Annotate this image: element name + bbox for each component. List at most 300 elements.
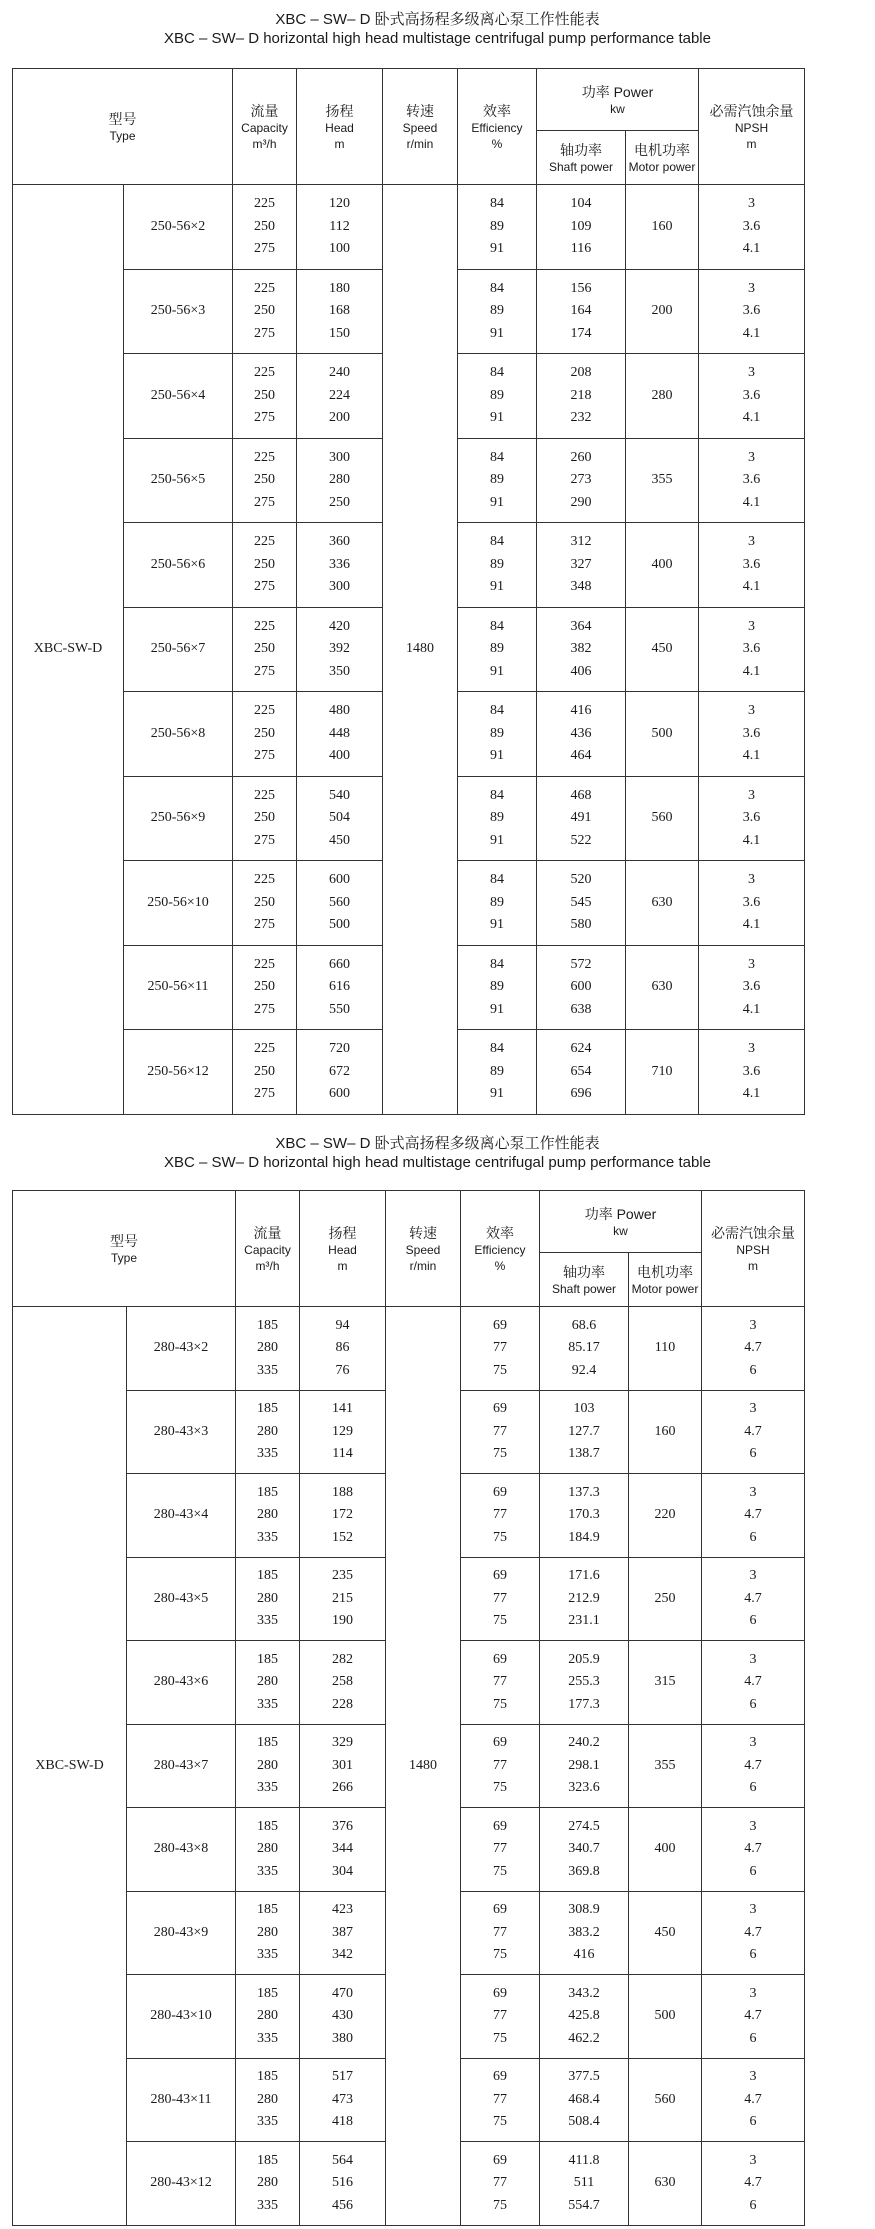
motor-power-cell: 450 — [626, 607, 699, 692]
head-cell — [300, 1474, 386, 1558]
npsh-cell-value: 4.7 — [744, 1507, 762, 1522]
header-npsh-sub: NPSH — [736, 1242, 770, 1257]
efficiency-cell-value: 75 — [493, 1613, 507, 1628]
head-cell-value: 380 — [332, 2030, 353, 2046]
capacity-cell-value: 250 — [254, 303, 275, 318]
capacity-cell-value: 280 — [257, 1924, 278, 1940]
npsh-cell-value: 3.6 — [742, 387, 761, 403]
npsh-cell — [702, 2058, 805, 2142]
head-cell-value: 600 — [329, 1086, 350, 1101]
header-npsh-label: 必需汽蚀余量 — [709, 102, 794, 119]
npsh-cell-value: 3 — [749, 1484, 757, 1500]
shaft-power-cell — [537, 945, 626, 1030]
shaft-power-cell-value: 109 — [570, 218, 592, 234]
shaft-power-cell-value: 164 — [570, 303, 592, 318]
npsh-cell-value: 3.6 — [742, 979, 761, 994]
efficiency-cell-value: 91 — [490, 1086, 504, 1101]
capacity-cell-value: 275 — [254, 748, 275, 763]
head-cell — [300, 1975, 386, 2059]
efficiency-cell-value: 75 — [493, 2197, 507, 2213]
npsh-cell-value: 3 — [749, 1568, 757, 1583]
header-head-sub: Head — [325, 120, 354, 135]
npsh-cell-value: 4.7 — [744, 2175, 762, 2190]
motor-power-cell: 500 — [626, 692, 699, 777]
capacity-cell — [236, 1975, 300, 2059]
efficiency-cell-value: 69 — [493, 2152, 507, 2168]
shaft-power-cell — [540, 1307, 629, 1391]
model-cell: 250-56×10 — [124, 861, 233, 946]
shaft-power-cell-value: 377.5 — [568, 2069, 600, 2084]
head-cell-value: 150 — [329, 325, 350, 341]
npsh-cell — [699, 354, 805, 439]
header-power-label: 功率 Power — [584, 1205, 657, 1222]
npsh-cell-value: 3.6 — [742, 472, 761, 487]
head-cell-value: 448 — [329, 725, 350, 741]
shaft-power-cell-value: 232 — [570, 410, 592, 425]
head-cell-value: 560 — [329, 894, 350, 910]
npsh-cell — [702, 1808, 805, 1892]
motor-power-cell: 160 — [626, 185, 699, 270]
efficiency-cell-value: 91 — [490, 410, 504, 425]
capacity-cell-value: 280 — [257, 2091, 278, 2107]
performance-table-2 — [12, 1190, 805, 2226]
head-cell-value: 258 — [332, 1674, 353, 1689]
npsh-cell-value: 4.1 — [742, 410, 761, 425]
head-cell-value: 152 — [332, 1529, 353, 1545]
npsh-cell-value: 4.7 — [744, 1340, 762, 1355]
header-speed — [383, 69, 458, 185]
efficiency-cell-value: 69 — [493, 1735, 507, 1750]
npsh-cell-value: 3.6 — [742, 1063, 761, 1079]
efficiency-cell-value: 75 — [493, 1362, 507, 1378]
model-cell: 280-43×12 — [127, 2142, 236, 2226]
capacity-cell-value: 250 — [254, 387, 275, 403]
capacity-cell-value: 225 — [254, 872, 275, 887]
model-cell: 250-56×8 — [124, 692, 233, 777]
efficiency-cell-value: 91 — [490, 579, 504, 594]
head-cell-value: 500 — [329, 917, 350, 932]
table-title-cn: XBC – SW– D 卧式高扬程多级离心泵工作性能表 — [275, 11, 600, 28]
efficiency-cell-value: 89 — [490, 810, 504, 825]
efficiency-cell-value: 89 — [490, 641, 504, 656]
capacity-cell-value: 280 — [257, 2175, 278, 2190]
shaft-power-cell-value: 240.2 — [568, 1735, 600, 1750]
capacity-cell-value: 335 — [257, 1529, 278, 1545]
header-efficiency — [461, 1191, 540, 1307]
efficiency-cell-value: 84 — [490, 618, 504, 634]
capacity-cell-value: 225 — [254, 956, 275, 972]
npsh-cell — [702, 1724, 805, 1808]
capacity-cell-value: 280 — [257, 1507, 278, 1522]
model-cell: 280-43×2 — [127, 1307, 236, 1391]
model-cell: 280-43×4 — [127, 1474, 236, 1558]
npsh-cell-value: 6 — [749, 1780, 757, 1795]
npsh-cell-value: 4.7 — [744, 2091, 762, 2107]
motor-power-cell: 560 — [626, 776, 699, 861]
efficiency-cell-value: 89 — [490, 556, 504, 572]
efficiency-cell-value: 77 — [493, 1507, 507, 1522]
shaft-power-cell — [540, 1641, 629, 1725]
npsh-cell-value: 6 — [749, 2114, 757, 2129]
capacity-cell — [233, 1030, 297, 1115]
efficiency-cell-value: 77 — [493, 1423, 507, 1439]
table-row — [13, 1307, 805, 1391]
header-capacity-sub: Capacity — [241, 120, 288, 135]
header-npsh-sub: m — [746, 136, 757, 151]
head-cell-value: 112 — [329, 218, 350, 234]
head-cell-value: 250 — [329, 494, 350, 510]
header-row — [13, 69, 805, 131]
capacity-cell — [236, 2142, 300, 2226]
capacity-cell-value: 250 — [254, 894, 275, 910]
efficiency-cell-value: 84 — [490, 956, 504, 972]
efficiency-cell — [461, 1474, 540, 1558]
efficiency-cell-value: 77 — [493, 1340, 507, 1355]
capacity-cell — [233, 945, 297, 1030]
header-efficiency-sub: Efficiency — [471, 120, 523, 135]
table-title-cn: XBC – SW– D 卧式高扬程多级离心泵工作性能表 — [275, 1135, 600, 1152]
capacity-cell-value: 280 — [257, 1590, 278, 1606]
npsh-cell-value: 3 — [749, 2069, 757, 2084]
header-shaft-power — [540, 1253, 629, 1307]
shaft-power-cell-value: 554.7 — [568, 2197, 600, 2213]
motor-power-cell: 250 — [629, 1557, 702, 1641]
efficiency-cell-value: 84 — [490, 196, 504, 211]
shaft-power-cell — [540, 2142, 629, 2226]
head-cell-value: 387 — [332, 1924, 353, 1940]
model-cell: 250-56×12 — [124, 1030, 233, 1115]
npsh-cell — [702, 2142, 805, 2226]
capacity-cell-value: 185 — [257, 1818, 278, 1834]
efficiency-cell-value: 91 — [490, 917, 504, 932]
efficiency-cell — [461, 1891, 540, 1975]
performance-table-1 — [12, 68, 805, 1115]
model-cell: 280-43×11 — [127, 2058, 236, 2142]
header-capacity — [236, 1191, 300, 1307]
efficiency-cell-value: 77 — [493, 1924, 507, 1940]
header-npsh-label: 必需汽蚀余量 — [711, 1224, 795, 1241]
head-cell-value: 616 — [329, 979, 350, 994]
header-speed-sub: r/min — [409, 1258, 437, 1273]
series-cell: XBC-SW-D — [13, 185, 124, 1115]
head-cell-value: 228 — [332, 1696, 353, 1712]
capacity-cell-value: 280 — [257, 1841, 278, 1856]
model-cell: 250-56×7 — [124, 607, 233, 692]
head-cell-value: 423 — [332, 1902, 353, 1917]
shaft-power-cell-value: 436 — [570, 725, 592, 741]
head-cell-value: 94 — [335, 1317, 350, 1333]
head-cell-value: 86 — [335, 1340, 350, 1355]
efficiency-cell-value: 84 — [490, 449, 504, 465]
motor-power-cell: 450 — [629, 1891, 702, 1975]
head-cell — [300, 1307, 386, 1391]
model-cell: 280-43×6 — [127, 1641, 236, 1725]
npsh-cell-value: 4.1 — [742, 1086, 761, 1101]
efficiency-cell-value: 75 — [493, 1696, 507, 1712]
efficiency-cell-value: 69 — [493, 2069, 507, 2084]
shaft-power-cell-value: 260 — [570, 449, 592, 465]
head-cell — [300, 1724, 386, 1808]
npsh-cell-value: 6 — [749, 1696, 757, 1712]
head-cell-value: 450 — [329, 832, 350, 848]
speed-cell: 1480 — [383, 185, 458, 1115]
model-cell: 280-43×3 — [127, 1390, 236, 1474]
efficiency-cell-value: 91 — [490, 494, 504, 510]
head-cell-value: 504 — [329, 810, 350, 825]
shaft-power-cell-value: 171.6 — [568, 1568, 600, 1583]
header-type — [13, 69, 233, 185]
shaft-power-cell-value: 177.3 — [568, 1696, 600, 1712]
efficiency-cell — [458, 185, 537, 270]
header-type-sub: Type — [110, 1250, 137, 1265]
npsh-cell-value: 3 — [748, 956, 755, 972]
npsh-cell-value: 6 — [749, 1362, 757, 1378]
head-cell — [297, 607, 383, 692]
efficiency-cell — [461, 2142, 540, 2226]
npsh-cell-value: 4.7 — [744, 1590, 762, 1606]
shaft-power-cell — [540, 1975, 629, 2059]
capacity-cell-value: 185 — [257, 2069, 278, 2084]
head-cell — [297, 1030, 383, 1115]
npsh-cell — [699, 945, 805, 1030]
efficiency-cell — [458, 523, 537, 608]
capacity-cell-value: 185 — [257, 1568, 278, 1583]
capacity-cell-value: 185 — [257, 1985, 278, 2001]
shaft-power-cell-value: 464 — [570, 748, 592, 763]
npsh-cell-value: 3.6 — [742, 725, 761, 741]
header-speed — [386, 1191, 461, 1307]
shaft-power-cell-value: 654 — [570, 1063, 592, 1079]
shaft-power-cell-value: 520 — [570, 872, 592, 887]
motor-power-cell: 315 — [629, 1641, 702, 1725]
head-cell-value: 200 — [329, 410, 350, 425]
efficiency-cell — [461, 2058, 540, 2142]
header-speed-label: 转速 — [409, 1224, 437, 1241]
model-cell: 280-43×10 — [127, 1975, 236, 2059]
shaft-power-cell-value: 364 — [570, 618, 592, 634]
shaft-power-cell-value: 184.9 — [568, 1529, 600, 1545]
efficiency-cell — [458, 861, 537, 946]
performance-section-2 — [0, 1134, 875, 1172]
model-cell: 280-43×5 — [127, 1557, 236, 1641]
capacity-cell — [236, 1891, 300, 1975]
head-cell-value: 235 — [332, 1568, 353, 1583]
shaft-power-cell — [540, 1390, 629, 1474]
head-cell — [300, 1557, 386, 1641]
npsh-cell — [699, 1030, 805, 1115]
header-row — [13, 1191, 805, 1253]
header-head-sub: m — [334, 136, 345, 151]
motor-power-cell: 280 — [626, 354, 699, 439]
capacity-cell — [236, 1557, 300, 1641]
shaft-power-cell-value: 138.7 — [568, 1446, 600, 1461]
table-row — [13, 185, 805, 270]
efficiency-cell-value: 77 — [493, 2091, 507, 2107]
shaft-power-cell — [540, 1891, 629, 1975]
npsh-cell-value: 6 — [749, 1863, 757, 1879]
header-shaft-power-sub: Shaft power — [548, 159, 614, 174]
efficiency-cell-value: 91 — [490, 325, 504, 341]
efficiency-cell-value: 89 — [490, 472, 504, 487]
capacity-cell — [233, 607, 297, 692]
npsh-cell-value: 4.1 — [742, 663, 761, 679]
header-npsh-sub: m — [748, 1258, 758, 1273]
capacity-cell — [236, 1474, 300, 1558]
header-motor-power-sub: Motor power — [628, 159, 696, 174]
capacity-cell-value: 275 — [254, 579, 275, 594]
motor-power-cell: 355 — [626, 438, 699, 523]
npsh-cell-value: 4.7 — [744, 1757, 762, 1773]
efficiency-cell-value: 89 — [490, 1063, 504, 1079]
shaft-power-cell-value: 127.7 — [568, 1423, 600, 1439]
head-cell — [297, 692, 383, 777]
npsh-cell — [699, 269, 805, 354]
model-cell: 250-56×9 — [124, 776, 233, 861]
capacity-cell-value: 225 — [254, 534, 275, 549]
capacity-cell-value: 225 — [254, 618, 275, 634]
head-cell-value: 188 — [332, 1484, 353, 1500]
npsh-cell-value: 3 — [748, 449, 755, 465]
head-cell-value: 430 — [332, 2008, 353, 2023]
npsh-cell-value: 3 — [749, 1902, 757, 1917]
header-shaft-power-sub: Shaft power — [551, 1281, 617, 1296]
capacity-cell-value: 250 — [254, 810, 275, 825]
efficiency-cell-value: 69 — [493, 1902, 507, 1917]
shaft-power-cell-value: 218 — [570, 387, 592, 403]
head-cell-value: 190 — [332, 1613, 353, 1628]
npsh-cell-value: 3 — [749, 1651, 757, 1667]
npsh-cell-value: 4.1 — [742, 748, 761, 763]
capacity-cell-value: 250 — [254, 218, 275, 234]
shaft-power-cell — [537, 523, 626, 608]
head-cell-value: 300 — [329, 449, 350, 465]
head-cell-value: 172 — [332, 1507, 353, 1522]
efficiency-cell-value: 77 — [493, 1841, 507, 1856]
efficiency-cell-value: 91 — [490, 748, 504, 763]
capacity-cell — [236, 1390, 300, 1474]
npsh-cell-value: 6 — [749, 2030, 757, 2046]
npsh-cell-value: 4.7 — [744, 1674, 762, 1689]
head-cell — [297, 438, 383, 523]
shaft-power-cell-value: 511 — [573, 2175, 595, 2190]
efficiency-cell — [458, 692, 537, 777]
header-efficiency-sub: Efficiency — [474, 1242, 526, 1257]
npsh-cell-value: 4.1 — [742, 241, 761, 256]
head-cell-value: 304 — [332, 1863, 353, 1879]
header-motor-power-sub: Motor power — [631, 1281, 699, 1296]
head-cell-value: 564 — [332, 2152, 353, 2168]
efficiency-cell-value: 84 — [490, 787, 504, 803]
npsh-cell-value: 4.1 — [742, 1001, 761, 1017]
efficiency-cell-value: 89 — [490, 303, 504, 318]
motor-power-cell: 710 — [626, 1030, 699, 1115]
head-cell — [297, 776, 383, 861]
capacity-cell — [236, 1808, 300, 1892]
efficiency-cell-value: 84 — [490, 534, 504, 549]
model-cell: 250-56×2 — [124, 185, 233, 270]
header-shaft-power-label: 轴功率 — [560, 141, 602, 158]
efficiency-cell-value: 69 — [493, 1317, 507, 1333]
model-cell: 280-43×8 — [127, 1808, 236, 1892]
efficiency-cell-value: 89 — [490, 725, 504, 741]
header-head — [297, 69, 383, 185]
header-power — [537, 69, 699, 131]
capacity-cell-value: 225 — [254, 787, 275, 803]
motor-power-cell: 355 — [629, 1724, 702, 1808]
shaft-power-cell-value: 343.2 — [568, 1985, 600, 2001]
shaft-power-cell-value: 290 — [570, 494, 592, 510]
shaft-power-cell-value: 522 — [570, 832, 592, 848]
header-type-sub: Type — [109, 128, 136, 143]
shaft-power-cell-value: 600 — [570, 979, 592, 994]
npsh-cell-value: 3.6 — [742, 556, 761, 572]
header-efficiency-label: 效率 — [483, 102, 511, 119]
shaft-power-cell-value: 468 — [570, 787, 592, 803]
capacity-cell-value: 280 — [257, 1674, 278, 1689]
capacity-cell-value: 225 — [254, 196, 275, 211]
npsh-cell — [699, 776, 805, 861]
npsh-cell-value: 3 — [748, 618, 755, 634]
shaft-power-cell-value: 231.1 — [568, 1613, 600, 1628]
capacity-cell-value: 280 — [257, 1757, 278, 1773]
shaft-power-cell — [540, 1808, 629, 1892]
npsh-cell-value: 3 — [749, 1985, 757, 2001]
efficiency-cell — [461, 1390, 540, 1474]
capacity-cell-value: 185 — [257, 2152, 278, 2168]
npsh-cell-value: 3.6 — [742, 218, 761, 234]
head-cell — [300, 1891, 386, 1975]
capacity-cell-value: 335 — [257, 1446, 278, 1461]
head-cell-value: 672 — [329, 1063, 350, 1079]
shaft-power-cell-value: 572 — [570, 956, 592, 972]
efficiency-cell-value: 69 — [493, 1985, 507, 2001]
efficiency-cell-value: 77 — [493, 2008, 507, 2023]
performance-section-1 — [0, 10, 875, 48]
capacity-cell-value: 250 — [254, 725, 275, 741]
header-speed-sub: Speed — [405, 1242, 441, 1257]
head-cell-value: 400 — [329, 748, 350, 763]
header-shaft-power — [537, 131, 626, 185]
capacity-cell-value: 275 — [254, 241, 275, 256]
npsh-cell-value: 3.6 — [742, 303, 761, 318]
efficiency-cell-value: 91 — [490, 241, 504, 256]
efficiency-cell-value: 91 — [490, 1001, 504, 1017]
efficiency-cell — [458, 354, 537, 439]
npsh-cell-value: 3 — [748, 280, 755, 296]
efficiency-cell-value: 77 — [493, 1757, 507, 1773]
motor-power-cell: 200 — [626, 269, 699, 354]
shaft-power-cell-value: 416 — [573, 1947, 595, 1962]
shaft-power-cell — [537, 269, 626, 354]
table-title-en: XBC – SW– D horizontal high head multistage centrifugal pump performance table — [164, 1154, 711, 1171]
shaft-power-cell — [537, 438, 626, 523]
head-cell-value: 516 — [332, 2175, 353, 2190]
npsh-cell — [699, 607, 805, 692]
shaft-power-cell — [537, 607, 626, 692]
efficiency-cell-value: 77 — [493, 1674, 507, 1689]
capacity-cell — [233, 185, 297, 270]
header-type-label: 型号 — [108, 110, 137, 127]
header-efficiency-sub: % — [494, 1258, 506, 1273]
capacity-cell-value: 225 — [254, 280, 275, 296]
npsh-cell-value: 3 — [749, 1401, 757, 1416]
capacity-cell — [236, 1724, 300, 1808]
head-cell-value: 392 — [329, 641, 350, 656]
head-cell-value: 240 — [329, 365, 350, 380]
capacity-cell — [233, 776, 297, 861]
capacity-cell-value: 275 — [254, 1001, 275, 1017]
shaft-power-cell-value: 156 — [570, 280, 592, 296]
